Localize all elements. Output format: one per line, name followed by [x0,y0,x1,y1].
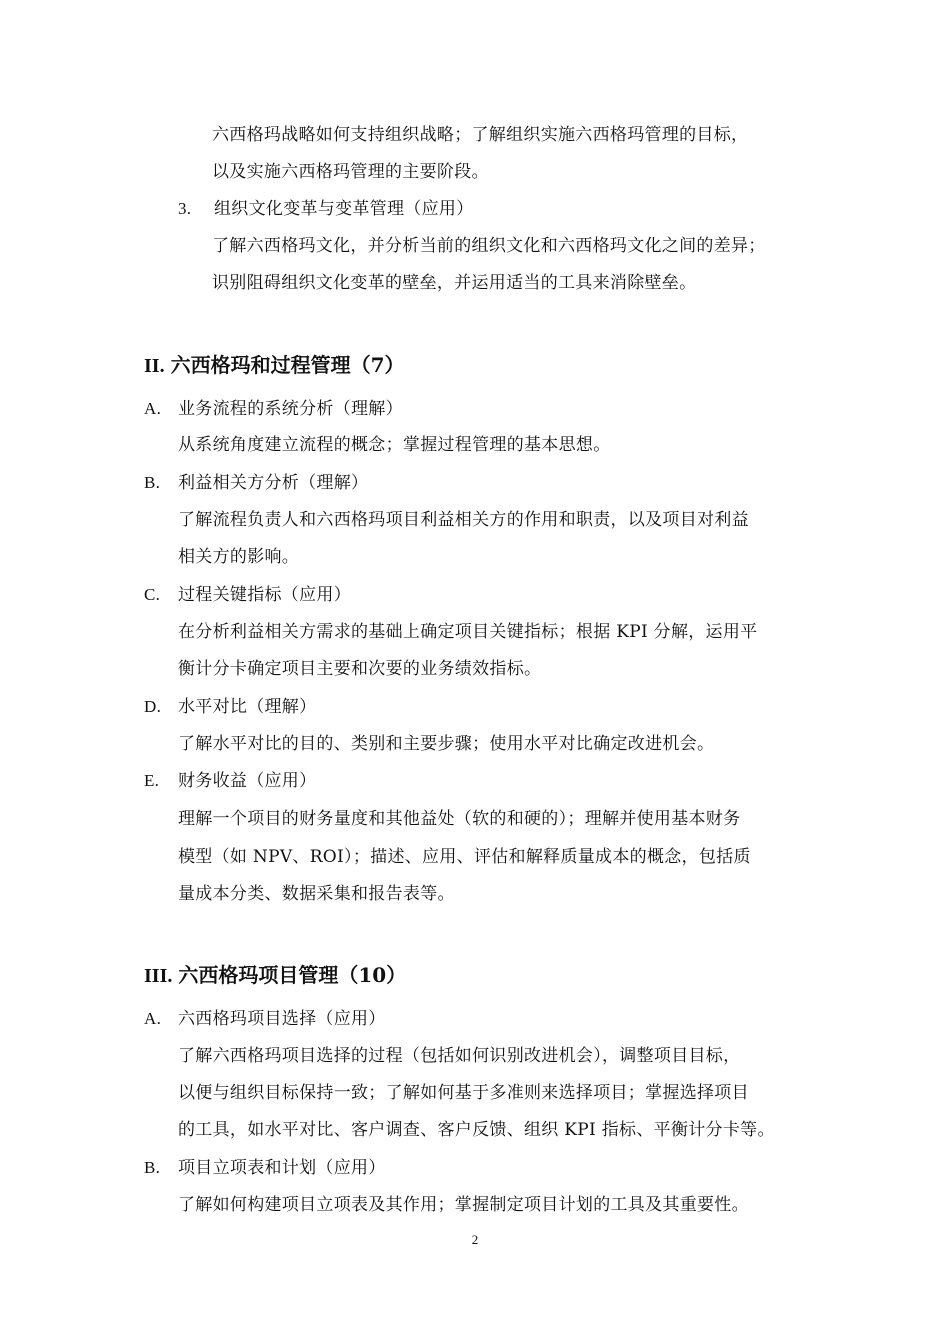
paragraph-line: 相关方的影响。 [178,547,300,567]
paragraph-line: 了解如何构建项目立项表及其作用；掌握制定项目计划的工具及其重要性。 [178,1195,749,1215]
paragraph-line: 从系统角度建立流程的概念；掌握过程管理的基本思想。 [178,435,611,455]
list-item-label: A. [144,1009,162,1028]
list-item-title-text: 六西格玛项目选择（应用） [178,1009,386,1029]
list-item-title [144,696,316,718]
list-item-title-text: 项目立项表和计划（应用） [178,1158,386,1178]
section-number: II. [144,355,165,377]
paragraph-line: 理解一个项目的财务量度和其他益处（软的和硬的）；理解并使用基本财务 [178,809,741,829]
list-item-label: A. [144,399,162,418]
paragraph-line: 以及实施六西格玛管理的主要阶段。 [212,162,489,182]
list-item-title-text: 组织文化变革与变革管理（应用） [214,199,474,219]
list-item-title-text: 业务流程的系统分析（理解） [178,399,403,419]
paragraph-line: 了解水平对比的目的、类别和主要步骤；使用水平对比确定改进机会。 [178,734,715,754]
section-number: III. [144,965,173,987]
section-heading [144,352,405,379]
paragraph-line: 模型（如 NPV、ROI）；描述、应用、评估和解释质量成本的概念，包括质 [178,847,751,867]
paragraph-line: 在分析利益相关方需求的基础上确定项目关键指标；根据 KPI 分解，运用平 [178,622,758,642]
list-item-title [144,1008,386,1030]
paragraph-line: 衡计分卡确定项目主要和次要的业务绩效指标。 [178,659,542,679]
paragraph-line: 六西格玛战略如何支持组织战略；了解组织实施六西格玛管理的目标， [212,125,749,145]
paragraph-line: 以便与组织目标保持一致；了解如何基于多准则来选择项目；掌握选择项目 [178,1083,749,1103]
list-item-title-text: 利益相关方分析（理解） [178,473,369,493]
page-number: 2 [471,1232,479,1247]
list-item-label: B. [144,473,161,492]
list-item-label: C. [144,585,161,604]
paragraph-line: 了解流程负责人和六西格玛项目利益相关方的作用和职责，以及项目对利益 [178,510,749,530]
list-item-label: 3. [178,199,192,218]
list-item-title [144,584,351,606]
list-item-label: B. [144,1158,161,1177]
section-heading [144,962,406,989]
paragraph-line: 识别阻碍组织文化变革的壁垒，并运用适当的工具来消除壁垒。 [212,273,697,293]
list-item-title [144,1157,386,1179]
paragraph-line: 量成本分类、数据采集和报告表等。 [178,884,455,904]
list-item-title-text: 水平对比（理解） [178,697,317,717]
list-item-title [144,472,368,494]
section-title: 六西格玛和过程管理（7） [170,353,405,377]
section-title: 六西格玛项目管理（10） [178,963,407,987]
list-item-title [144,770,316,792]
list-item-title-text: 财务收益（应用） [178,771,317,791]
list-item-title [144,398,403,420]
paragraph-line: 的工具，如水平对比、客户调查、客户反馈、组织 KPI 指标、平衡计分卡等。 [178,1120,775,1140]
list-item-title [178,198,474,220]
list-item-title-text: 过程关键指标（应用） [178,585,351,605]
list-item-label: E. [144,771,160,790]
list-item-label: D. [144,697,162,716]
paragraph-line: 了解六西格玛文化，并分析当前的组织文化和六西格玛文化之间的差异； [212,236,766,256]
paragraph-line: 了解六西格玛项目选择的过程（包括如何识别改进机会），调整项目目标， [178,1046,741,1066]
